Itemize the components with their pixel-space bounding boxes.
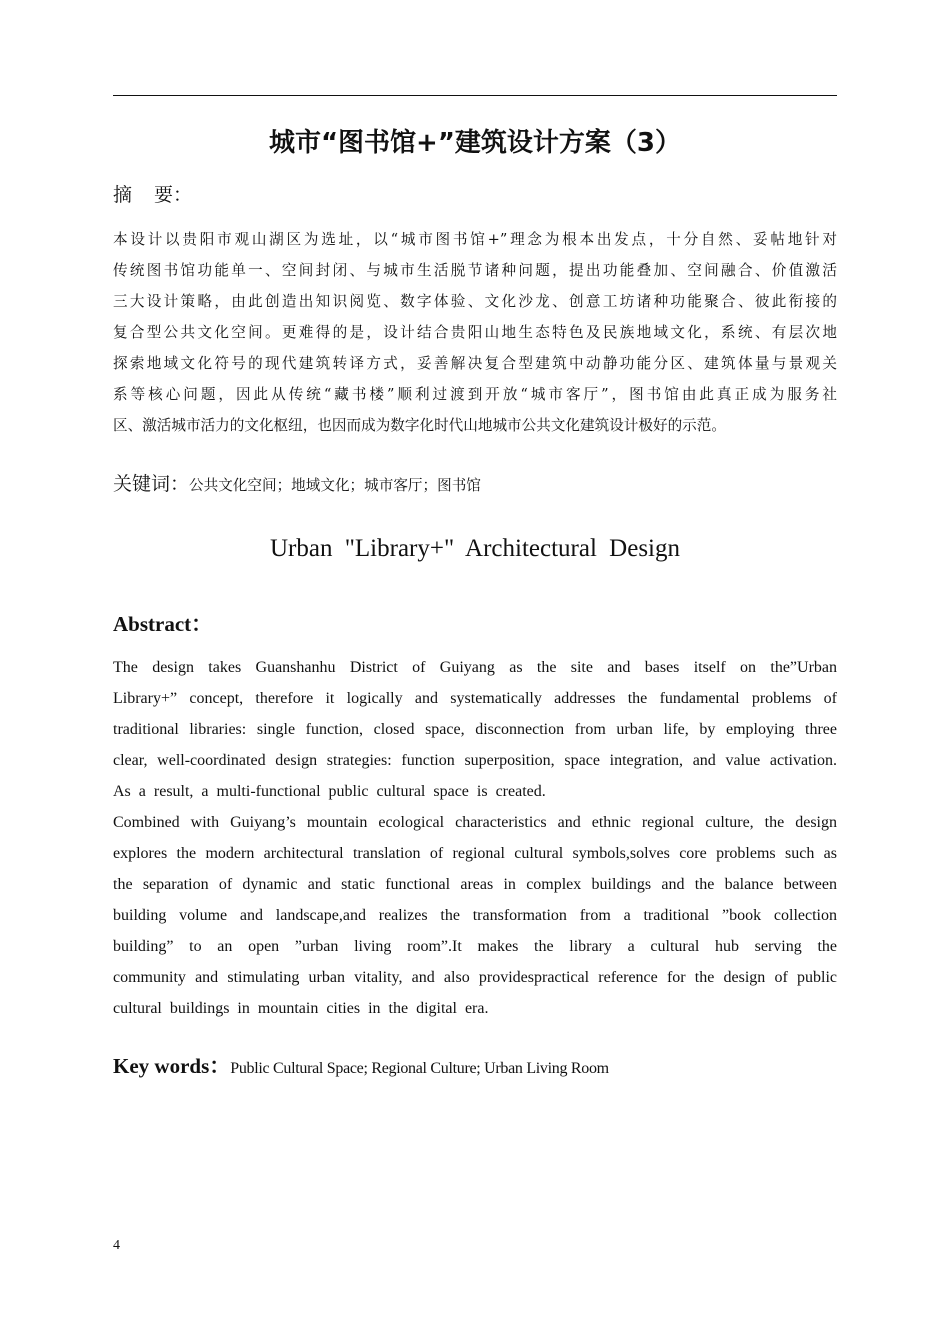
english-abstract-line: building” to an open ”urban living room”.It makes the library a cultural hub serving the (113, 938, 837, 955)
english-keywords-label: Key words： (113, 1054, 231, 1078)
chinese-abstract-line: 三大设计策略，由此创造出知识阅览、数字体验、文化沙龙、创意工坊诸种功能聚合、彼此衔接的 (113, 293, 837, 310)
chinese-abstract-line: 本设计以贵阳市观山湖区为选址，以“城市图书馆+”理念为根本出发点，十分自然、妥帖地针对 (113, 231, 837, 248)
chinese-abstract-heading (113, 182, 192, 208)
english-abstract-heading: Abstract： (113, 612, 213, 636)
english-keywords (113, 1050, 609, 1080)
english-abstract-line: building volume and landscape,and realizes the transformation from a traditional ”book collection (113, 907, 837, 924)
english-abstract-line: traditional libraries: single function, closed space, disconnection from urban life, by employing three (113, 721, 837, 738)
chinese-keywords-value: 公共文化空间；地域文化；城市客厅；图书馆 (189, 477, 481, 494)
chinese-abstract-line: 传统图书馆功能单一、空间封闭、与城市生活脱节诸种问题，提出功能叠加、空间融合、价值激活 (113, 262, 837, 279)
english-abstract-line: explores the modern architectural translation of regional cultural symbols,solves core problems such as (113, 845, 837, 862)
chinese-abstract-line: 复合型公共文化空间。更难得的是，设计结合贵阳山地生态特色及民族地域文化，系统、有层次地 (113, 324, 837, 341)
chinese-abstract-body (113, 224, 837, 441)
english-keywords-value: Public Cultural Space; Regional Culture; Urban Living Room (230, 1060, 609, 1077)
english-abstract-line: As a result, a multi-functional public cultural space is created. (113, 783, 546, 800)
chinese-abstract-heading-part1: 摘 (113, 184, 133, 206)
chinese-abstract-line: 区、激活城市活力的文化枢纽，也因而成为数字化时代山地城市公共文化建筑设计极好的示范。 (113, 417, 726, 434)
chinese-keywords (113, 469, 481, 496)
chinese-abstract-line: 探索地域文化符号的现代建筑转译方式，妥善解决复合型建筑中动静功能分区、建筑体量与景观关 (113, 355, 837, 372)
chinese-keywords-label: 关键词： (113, 473, 190, 495)
english-abstract-body (113, 652, 837, 1024)
english-abstract-line: Combined with Guiyang’s mountain ecological characteristics and ethnic regional culture, the design (113, 814, 837, 831)
chinese-title: 城市“图书馆+”建筑设计方案（3） (268, 128, 682, 158)
english-abstract-line: clear, well-coordinated design strategies: function superposition, space integration, and value activation. (113, 752, 837, 769)
english-title: Urban "Library+" Architectural Design (269, 535, 681, 562)
english-abstract-line: the separation of dynamic and static functional areas in complex buildings and the balance between (113, 876, 837, 893)
chinese-abstract-heading-part2: 要： (154, 184, 193, 206)
page-number: 4 (113, 1238, 120, 1253)
english-abstract-line: community and stimulating urban vitality, and also providespractical reference for the design of public (113, 969, 837, 986)
english-abstract-line: Library+” concept, therefore it logically and systematically addresses the fundamental problems of (113, 690, 837, 707)
english-abstract-line: The design takes Guanshanhu District of Guiyang as the site and bases itself on the”Urban (113, 659, 837, 676)
english-abstract-line: cultural buildings in mountain cities in the digital era. (113, 1000, 489, 1017)
header-rule (113, 95, 837, 96)
chinese-abstract-line: 系等核心问题，因此从传统“藏书楼”顺利过渡到开放“城市客厅”，图书馆由此真正成为服务社 (113, 386, 837, 403)
